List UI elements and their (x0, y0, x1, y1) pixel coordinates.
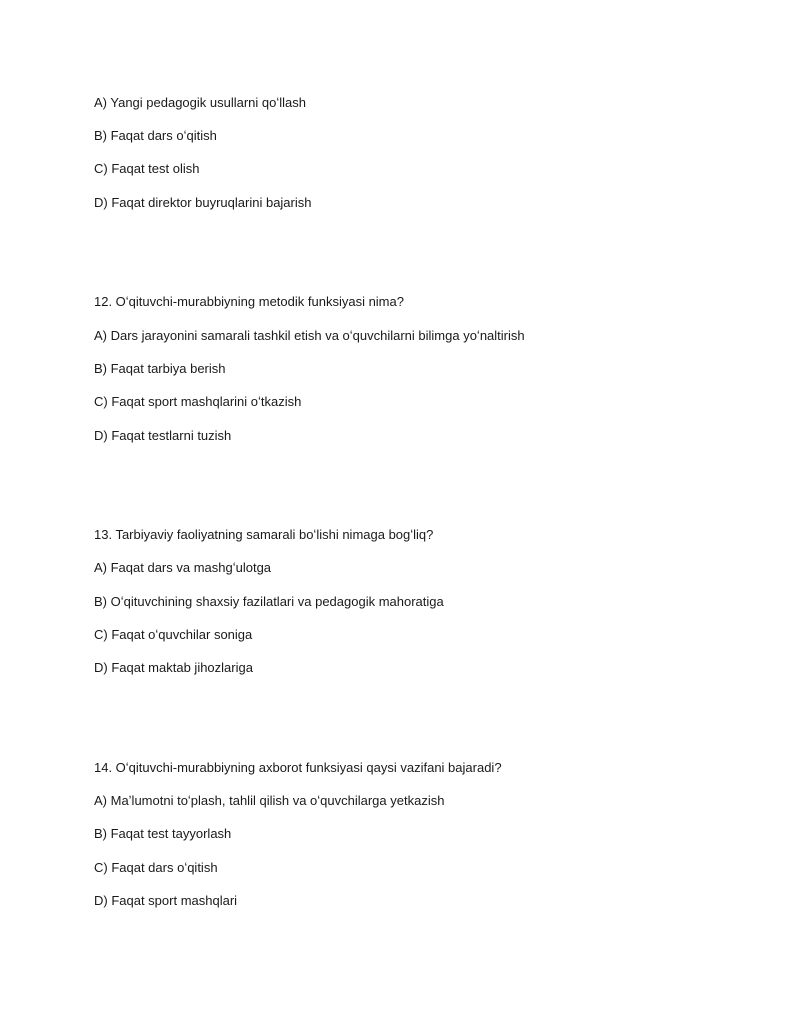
option-a-11: A) Yangi pedagogik usullarni qoʻllash (94, 95, 306, 110)
option-b-13: B) Oʻqituvchining shaxsiy fazilatlari va pedagogik mahoratiga (94, 594, 444, 609)
option-d-11: D) Faqat direktor buyruqlarini bajarish (94, 195, 312, 210)
option-c-14: C) Faqat dars oʻqitish (94, 860, 218, 875)
option-c-13: C) Faqat oʻquvchilar soniga (94, 627, 253, 642)
option-a-12: A) Dars jarayonini samarali tashkil etish va oʻquvchilarni bilimga yoʻnaltirish (94, 328, 525, 343)
option-d-13: D) Faqat maktab jihozlariga (94, 660, 253, 675)
option-a-13: A) Faqat dars va mashgʻulotga (94, 560, 272, 575)
option-d-12: D) Faqat testlarni tuzish (94, 428, 232, 443)
question-12: 12. Oʻqituvchi-murabbiyning metodik funksiyasi nima? (94, 294, 404, 309)
option-b-14: B) Faqat test tayyorlash (94, 826, 232, 841)
question-13: 13. Tarbiyaviy faoliyatning samarali boʻlishi nimaga bogʻliq? (94, 527, 434, 542)
option-d-14: D) Faqat sport mashqlari (94, 893, 238, 908)
option-b-11: B) Faqat dars oʻqitish (94, 128, 217, 143)
option-c-11: C) Faqat test olish (94, 161, 200, 176)
question-14: 14. Oʻqituvchi-murabbiyning axborot funksiyasi qaysi vazifani bajaradi? (94, 760, 502, 775)
option-b-12: B) Faqat tarbiya berish (94, 361, 226, 376)
option-a-14: A) Maʼlumotni toʻplash, tahlil qilish va oʻquvchilarga yetkazish (94, 793, 445, 808)
option-c-12: C) Faqat sport mashqlarini oʻtkazish (94, 394, 302, 409)
